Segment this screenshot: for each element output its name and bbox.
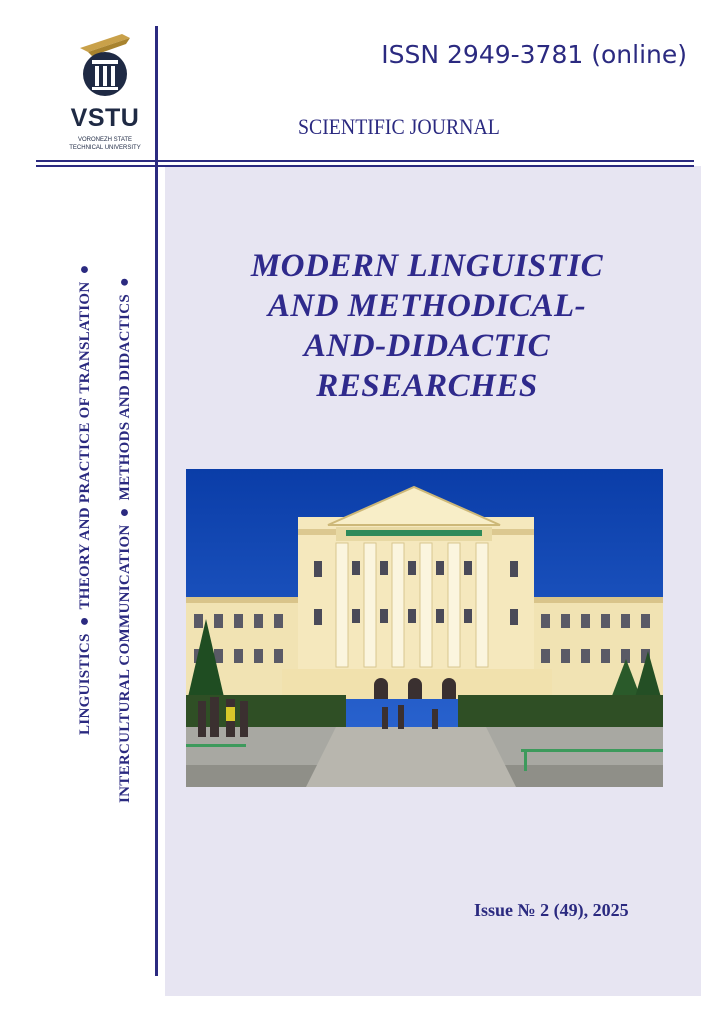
vstu-emblem-icon — [74, 30, 136, 102]
university-logo — [60, 30, 150, 160]
issue-number: Issue № 2 (49), 2025 — [474, 900, 629, 920]
journal-type-label: SCIENTIFIC JOURNAL — [298, 114, 500, 139]
university-building-photo — [186, 469, 663, 787]
logo-wordmark: VSTU — [70, 104, 140, 132]
side-topic: LINGUISTICS — [77, 633, 93, 735]
bullet-icon: ● — [116, 507, 133, 518]
issn-number: ISSN 2949-3781 (online) — [381, 40, 687, 69]
vertical-rule — [155, 26, 158, 976]
side-topic: THEORY AND PRACTICE OF TRANSLATION — [77, 281, 93, 610]
side-topic: INTERCULTURAL COMMUNICATION — [117, 524, 133, 803]
title-line: MODERN LINGUISTIC — [250, 248, 604, 284]
title-line: RESEARCHES — [316, 368, 538, 404]
title-line: AND METHODICAL- — [267, 288, 587, 324]
side-topic: METHODS AND DIDACTICS — [117, 294, 133, 501]
bullet-icon: ● — [116, 276, 133, 287]
horizontal-rule-bottom — [36, 165, 694, 167]
bullet-icon: ● — [76, 616, 93, 627]
journal-title — [190, 246, 664, 406]
logo-subtitle: VORONEZH STATE TECHNICAL UNIVERSITY — [69, 137, 141, 151]
title-line: AND-DIDACTIC — [303, 328, 551, 364]
bullet-icon: ● — [76, 264, 93, 275]
horizontal-rule-top — [36, 160, 694, 162]
side-topics-line-1 — [76, 261, 94, 735]
side-topics-line-2 — [116, 274, 134, 803]
